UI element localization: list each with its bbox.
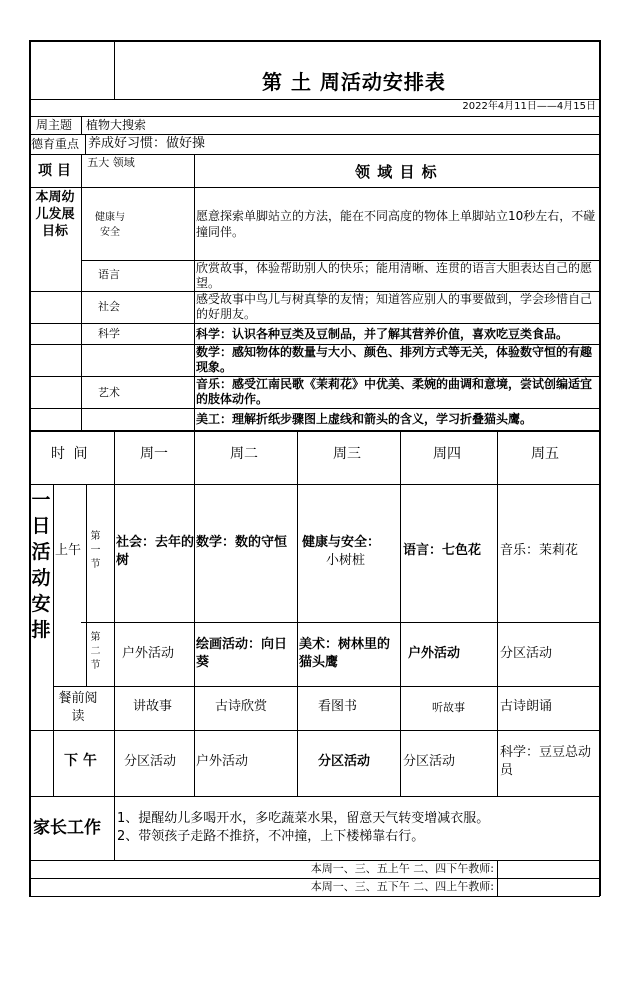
s1-tue: 数学：数的守恒	[196, 535, 288, 550]
section1-label: 第一节	[90, 531, 101, 570]
parent-work-item-2: 2、带领孩子走路不推挤，不冲撞，上下楼梯靠右行。	[117, 829, 425, 844]
pm-fri: 科学：豆豆总动员	[500, 745, 592, 778]
goal-text-music: 音乐：感受江南民歌《茉莉花》中优美、柔婉的曲调和意境，尝试创编适宜的肢体动作。	[196, 377, 593, 406]
goal-domain-science: 科学	[98, 327, 120, 340]
s2-fri: 分区活动	[500, 646, 553, 661]
time-header: 时 间	[51, 446, 90, 462]
week-theme-value: 植物大搜索	[86, 118, 147, 132]
afternoon-label: 下 午	[64, 753, 97, 769]
pm-wed: 分区活动	[318, 754, 371, 769]
s2-thu: 户外活动	[408, 646, 461, 661]
item-header: 项 目	[38, 163, 71, 179]
pm-thu: 分区活动	[403, 754, 456, 769]
s1-wed-extra: 小树桩	[326, 553, 366, 568]
goal-text-society: 感受故事中鸟儿与树真挚的友情；知道答应别人的事要做到，学会珍惜自己的好朋友。	[196, 292, 593, 321]
page-title: 第 土 周活动安排表	[262, 70, 446, 94]
goal-domain-language: 语言	[98, 268, 120, 281]
goal-text-math: 数学：感知物体的数量与大小、颜色、排列方式等无关，体验数守恒的有趣现象。	[196, 345, 593, 374]
s1-wed: 健康与安全：	[302, 535, 381, 550]
premeal-wed: 看图书	[318, 699, 358, 714]
premeal-mon: 讲故事	[133, 699, 173, 714]
dev-goals-label: 本周幼儿发展目标	[35, 190, 75, 239]
goal-text-language: 欣赏故事，体验帮助别人的快乐；能用清晰、连贯的语言大胆表达自己的愿望。	[196, 261, 593, 290]
goal-domain-society: 社会	[98, 300, 120, 313]
premeal-reading-label: 餐前阅读	[58, 691, 98, 724]
five-domains-header: 五大 领域	[87, 156, 135, 169]
goal-domain-health: 健康与安全	[95, 212, 125, 238]
s1-thu: 语言：七色花	[403, 543, 482, 558]
morning-label: 上午	[55, 543, 82, 558]
premeal-fri: 古诗朗诵	[500, 699, 553, 714]
date-range: 2022年4月11日——4月15日	[462, 101, 596, 112]
pm-mon: 分区活动	[124, 754, 177, 769]
parent-work-item-1: 1、提醒幼儿多喝开水，多吃蔬菜水果，留意天气转变增减衣服。	[117, 811, 490, 826]
teacher-row-2: 本周一、三、五下午 二、四上午教师:	[310, 880, 494, 893]
goal-text-crafts: 美工：理解折纸步骤图上虚线和箭头的含义，学习折叠猫头鹰。	[196, 412, 533, 426]
moral-focus-label: 德育重点	[31, 137, 80, 151]
week-theme-label: 周主题	[36, 118, 73, 132]
premeal-thu: 听故事	[432, 701, 465, 714]
day-header-mon: 周一	[140, 446, 168, 462]
day-header-tue: 周二	[230, 446, 258, 462]
goal-text-health: 愿意探索单脚站立的方法，能在不同高度的物体上单脚站立10秒左右，不碰撞同伴。	[196, 209, 596, 239]
s2-tue: 绘画活动：向日葵	[196, 637, 288, 670]
parent-work-label: 家长工作	[33, 818, 101, 838]
goal-domain-art: 艺术	[98, 386, 120, 399]
premeal-tue: 古诗欣赏	[215, 699, 268, 714]
domain-goals-header: 领 域 目 标	[355, 163, 438, 181]
pm-tue: 户外活动	[196, 754, 249, 769]
day-header-wed: 周三	[333, 446, 361, 462]
day-header-thu: 周四	[433, 446, 461, 462]
section2-label: 第二节	[90, 632, 101, 671]
daily-schedule-label: 一日活动安排	[31, 489, 51, 641]
s2-wed: 美术：树林里的猫头鹰	[299, 637, 391, 670]
s1-mon: 社会：去年的树	[116, 535, 195, 568]
teacher-row-1: 本周一、三、五上午 二、四下午教师:	[310, 862, 494, 875]
moral-focus-value: 养成好习惯：做好操	[88, 136, 206, 151]
day-header-fri: 周五	[531, 446, 559, 462]
s2-mon: 户外活动	[122, 646, 175, 661]
s1-fri: 音乐：茉莉花	[500, 543, 579, 558]
goal-text-science: 科学：认识各种豆类及豆制品，并了解其营养价值，喜欢吃豆类食品。	[196, 327, 569, 341]
